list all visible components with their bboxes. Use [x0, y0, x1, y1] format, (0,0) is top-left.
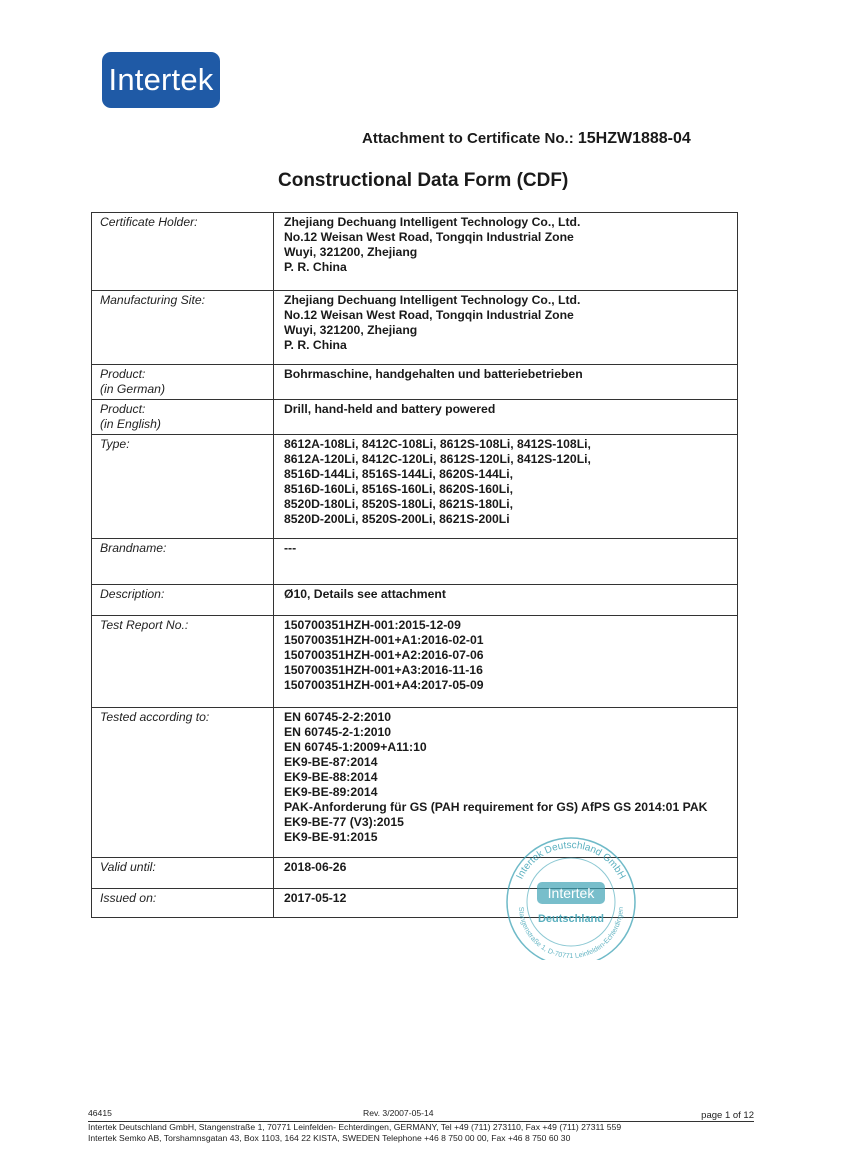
tested-according-value [274, 708, 738, 858]
footer-top-row [88, 1108, 754, 1119]
standard-line: EK9-BE-89:2014 [284, 785, 378, 799]
site-line: No.12 Weisan West Road, Tongqin Industrial Zone [284, 308, 574, 322]
type-line: 8516D-144Li, 8516S-144Li, 8620S-144Li, [284, 467, 513, 481]
issued-on-value: 2017-05-12 [274, 889, 738, 918]
row-manufacturing-site [92, 291, 738, 365]
holder-line: No.12 Weisan West Road, Tongqin Industrial Zone [284, 230, 574, 244]
product-label: Product: [100, 367, 146, 381]
holder-line: P. R. China [284, 260, 347, 274]
language-label: (in English) [100, 417, 161, 431]
type-line: 8520D-200Li, 8520S-200Li, 8621S-200Li [284, 512, 510, 526]
language-label: (in German) [100, 382, 166, 396]
intertek-logo: Intertek [102, 52, 220, 108]
type-line: 8516D-160Li, 8516S-160Li, 8620S-160Li, [284, 482, 513, 496]
issued-on-label: Issued on: [92, 889, 274, 918]
standard-line: EK9-BE-77 (V3):2015 [284, 815, 404, 829]
footer-address-sweden: Intertek Semko AB, Torshamnsgatan 43, Box 1103, 164 22 KISTA, SWEDEN Telephone +46 8 750 00 00, Fax +46 8 750 60 30 [88, 1133, 571, 1143]
page-number: page 1 of 12 [701, 1110, 754, 1121]
test-report-line: 150700351HZH-001+A4:2017-05-09 [284, 678, 484, 692]
site-line: P. R. China [284, 338, 347, 352]
product-english-value: Drill, hand-held and battery powered [274, 400, 738, 435]
form-title: Constructional Data Form (CDF) [278, 170, 569, 191]
standard-line: EK9-BE-91:2015 [284, 830, 378, 844]
manufacturing-site-value [274, 291, 738, 365]
cdf-table [91, 212, 738, 918]
test-report-line: 150700351HZH-001+A2:2016-07-06 [284, 648, 484, 662]
test-report-line: 150700351HZH-001:2015-12-09 [284, 618, 461, 632]
stamp-logo-text: Intertek [547, 885, 595, 901]
test-report-value [274, 616, 738, 708]
description-label: Description: [92, 585, 274, 616]
standard-line: EN 60745-2-2:2010 [284, 710, 392, 724]
standard-line: PAK-Anforderung für GS (PAH requirement for GS) AfPS GS 2014:01 PAK [284, 800, 708, 814]
standard-line: EN 60745-2-1:2010 [284, 725, 392, 739]
standard-line: EK9-BE-88:2014 [284, 770, 378, 784]
revision: Rev. 3/2007-05-14 [363, 1108, 434, 1118]
product-english-label [92, 400, 274, 435]
footer-address-germany: Intertek Deutschland GmbH, Stangenstraße 1, 70771 Leinfelden- Echterdingen, GERMANY, Tel +49 (711) 273110, Fax +49 (711) 27311 559 [88, 1122, 622, 1132]
holder-line: Wuyi, 321200, Zhejiang [284, 245, 418, 259]
valid-until-value: 2018-06-26 [274, 858, 738, 889]
manufacturing-site-label: Manufacturing Site: [92, 291, 274, 365]
row-test-report [92, 616, 738, 708]
site-line: Wuyi, 321200, Zhejiang [284, 323, 418, 337]
row-brandname [92, 539, 738, 585]
product-label: Product: [100, 402, 146, 416]
row-type [92, 435, 738, 539]
certificate-holder-value [274, 213, 738, 291]
stamp-center-text: Deutschland [537, 913, 605, 925]
row-description [92, 585, 738, 616]
description-value: Ø10, Details see attachment [274, 585, 738, 616]
brandname-value: --- [274, 539, 738, 585]
type-line: 8612A-120Li, 8412C-120Li, 8612S-120Li, 8412S-120Li, [284, 452, 591, 466]
tested-according-label: Tested according to: [92, 708, 274, 858]
intertek-stamp [499, 836, 643, 960]
type-value [274, 435, 738, 539]
type-line: 8520D-180Li, 8520S-180Li, 8621S-180Li, [284, 497, 513, 511]
type-line: 8612A-108Li, 8412C-108Li, 8612S-108Li, 8412S-108Li, [284, 437, 591, 451]
brandname-label: Brandname: [92, 539, 274, 585]
standard-line: EN 60745-1:2009+A11:10 [284, 740, 427, 754]
attachment-label: Attachment to Certificate No.: [362, 130, 574, 147]
page-footer [88, 1108, 754, 1144]
test-report-line: 150700351HZH-001+A1:2016-02-01 [284, 633, 484, 647]
test-report-line: 150700351HZH-001+A3:2016-11-16 [284, 663, 483, 677]
test-report-label: Test Report No.: [92, 616, 274, 708]
product-german-label [92, 365, 274, 400]
form-code: 46415 [88, 1108, 112, 1118]
row-tested-according [92, 708, 738, 858]
site-line: Zhejiang Dechuang Intelligent Technology Co., Ltd. [284, 293, 581, 307]
certificate-number: 15HZW1888-04 [577, 130, 691, 147]
holder-line: Zhejiang Dechuang Intelligent Technology Co., Ltd. [284, 215, 581, 229]
stamp-outer-top-text: Intertek Deutschland GmbH [514, 839, 628, 882]
row-product-english [92, 400, 738, 435]
product-german-value: Bohrmaschine, handgehalten und batteriebetrieben [274, 365, 738, 400]
row-certificate-holder [92, 213, 738, 291]
certificate-holder-label: Certificate Holder: [92, 213, 274, 291]
row-product-german [92, 365, 738, 400]
valid-until-label: Valid until: [92, 858, 274, 889]
standard-line: EK9-BE-87:2014 [284, 755, 378, 769]
type-label: Type: [92, 435, 274, 539]
attachment-header [362, 130, 691, 148]
stamp-outer-bottom-text: Stangenstraße 1, D-70771 Leinfelden-Echterdingen [516, 906, 626, 960]
